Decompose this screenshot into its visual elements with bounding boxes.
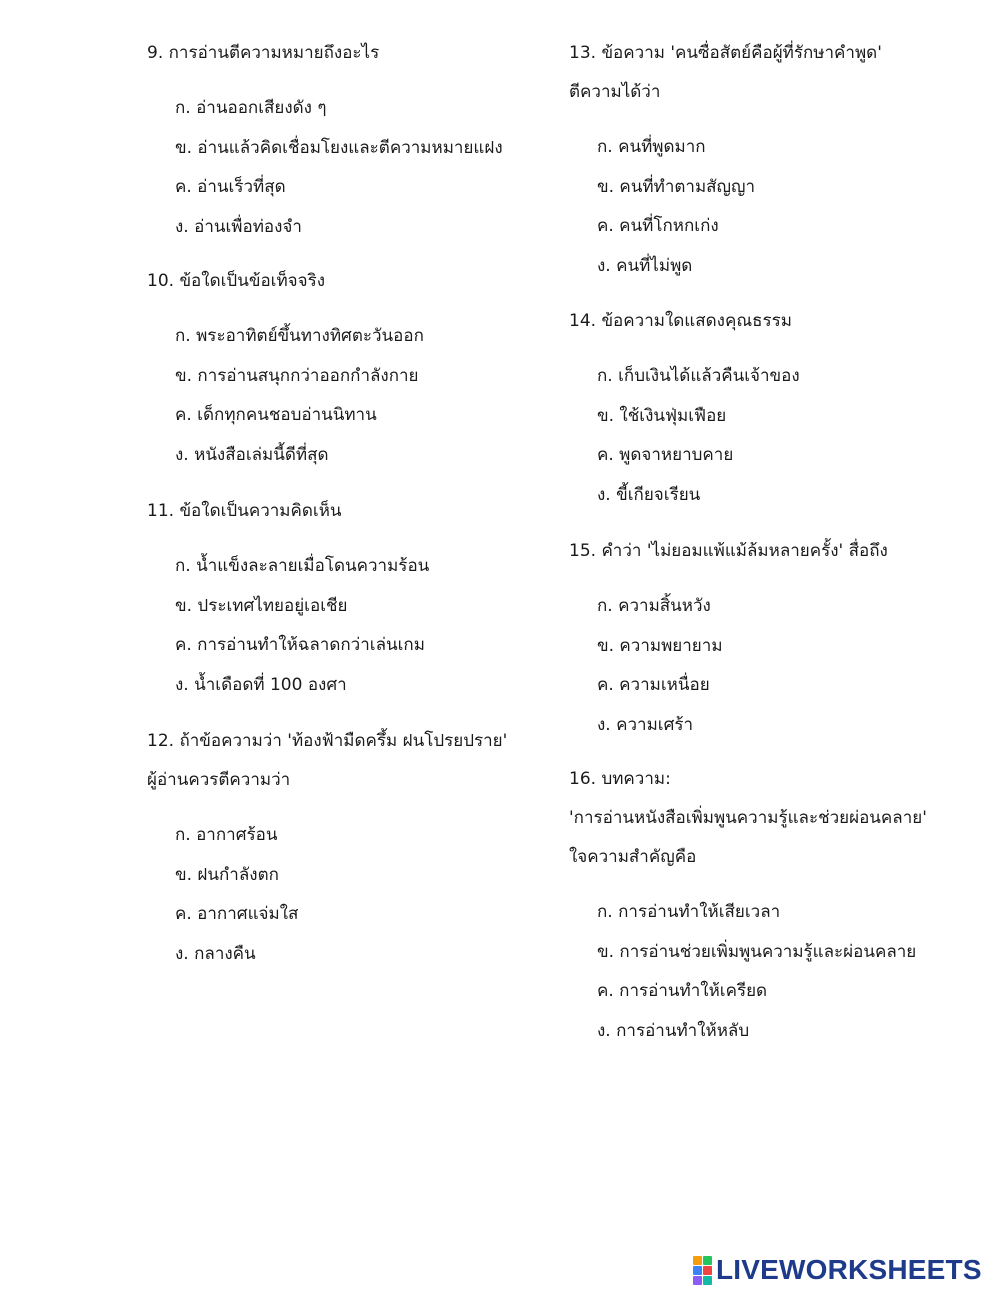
brand-name: LIVEWORKSHEETS	[716, 1254, 982, 1285]
answer-option[interactable]: ง. กลางคืน	[175, 944, 256, 964]
question-text: 9. การอ่านตีความหมายถึงอะไร	[147, 43, 380, 63]
answer-option[interactable]: ก. การอ่านทำให้เสียเวลา	[597, 902, 781, 922]
answer-option[interactable]: ข. การอ่านช่วยเพิ่มพูนความรู้และผ่อนคลาย	[597, 942, 917, 962]
question-text: 12. ถ้าข้อความว่า 'ท้องฟ้ามืดครึ้ม ฝนโปรยปราย'	[147, 731, 508, 751]
answer-option[interactable]: ค. อากาศแจ่มใส	[175, 904, 299, 924]
answer-option[interactable]: ข. ประเทศไทยอยู่เอเชีย	[175, 596, 348, 616]
answer-option[interactable]: ง. อ่านเพื่อท่องจำ	[175, 217, 302, 237]
answer-option[interactable]: ข. ใช้เงินฟุ่มเฟือย	[597, 406, 727, 426]
question-text: 15. คำว่า 'ไม่ยอมแพ้แม้ล้มหลายครั้ง' สื่อถึง	[569, 541, 888, 561]
logo-square	[703, 1256, 712, 1265]
answer-option[interactable]: ข. อ่านแล้วคิดเชื่อมโยงและตีความหมายแฝง	[175, 138, 503, 158]
question-text: 11. ข้อใดเป็นความคิดเห็น	[147, 501, 342, 521]
answer-option[interactable]: ค. พูดจาหยาบคาย	[597, 445, 734, 465]
answer-option[interactable]: ค. ความเหนื่อย	[597, 675, 710, 695]
answer-option[interactable]: ง. คนที่ไม่พูด	[597, 256, 693, 276]
logo-square	[703, 1276, 712, 1285]
question-text: 16. บทความ:	[569, 769, 671, 789]
answer-option[interactable]: ก. คนที่พูดมาก	[597, 137, 706, 157]
answer-option[interactable]: ข. ความพยายาม	[597, 636, 723, 656]
answer-option[interactable]: ก. น้ำแข็งละลายเมื่อโดนความร้อน	[175, 556, 430, 576]
answer-option[interactable]: ข. ฝนกำลังตก	[175, 865, 279, 885]
logo-square	[693, 1256, 702, 1265]
logo-square	[693, 1266, 702, 1275]
answer-option[interactable]: ก. อากาศร้อน	[175, 825, 278, 845]
answer-option[interactable]: ก. พระอาทิตย์ขึ้นทางทิศตะวันออก	[175, 326, 424, 346]
answer-option[interactable]: ค. เด็กทุกคนชอบอ่านนิทาน	[175, 405, 377, 425]
question-text: ใจความสำคัญคือ	[569, 847, 697, 867]
answer-option[interactable]: ง. หนังสือเล่มนี้ดีที่สุด	[175, 445, 329, 465]
question-text: 'การอ่านหนังสือเพิ่มพูนความรู้และช่วยผ่อนคลาย'	[569, 808, 927, 828]
liveworksheets-logo	[693, 1256, 982, 1284]
answer-option[interactable]: ง. การอ่านทำให้หลับ	[597, 1021, 750, 1041]
question-text: ตีความได้ว่า	[569, 82, 661, 102]
answer-option[interactable]: ข. การอ่านสนุกกว่าออกกำลังกาย	[175, 366, 419, 386]
answer-option[interactable]: ค. การอ่านทำให้เครียด	[597, 981, 768, 1001]
answer-option[interactable]: ก. เก็บเงินได้แล้วคืนเจ้าของ	[597, 366, 800, 386]
question-text: ผู้อ่านควรตีความว่า	[147, 770, 291, 790]
question-text: 10. ข้อใดเป็นข้อเท็จจริง	[147, 271, 326, 291]
question-text: 14. ข้อความใดแสดงคุณธรรม	[569, 311, 792, 331]
answer-option[interactable]: ค. คนที่โกหกเก่ง	[597, 216, 719, 236]
liveworksheets-icon	[693, 1256, 712, 1285]
logo-square	[693, 1276, 702, 1285]
logo-square	[703, 1266, 712, 1275]
question-text: 13. ข้อความ 'คนซื่อสัตย์คือผู้ที่รักษาคำพูด'	[569, 43, 882, 63]
answer-option[interactable]: ง. น้ำเดือดที่ 100 องศา	[175, 675, 347, 695]
answer-option[interactable]: ก. อ่านออกเสียงดัง ๆ	[175, 98, 327, 118]
answer-option[interactable]: ค. อ่านเร็วที่สุด	[175, 177, 286, 197]
answer-option[interactable]: ง. ขี้เกียจเรียน	[597, 485, 701, 505]
answer-option[interactable]: ง. ความเศร้า	[597, 715, 694, 735]
answer-option[interactable]: ก. ความสิ้นหวัง	[597, 596, 711, 616]
answer-option[interactable]: ข. คนที่ทำตามสัญญา	[597, 177, 756, 197]
answer-option[interactable]: ค. การอ่านทำให้ฉลาดกว่าเล่นเกม	[175, 635, 425, 655]
